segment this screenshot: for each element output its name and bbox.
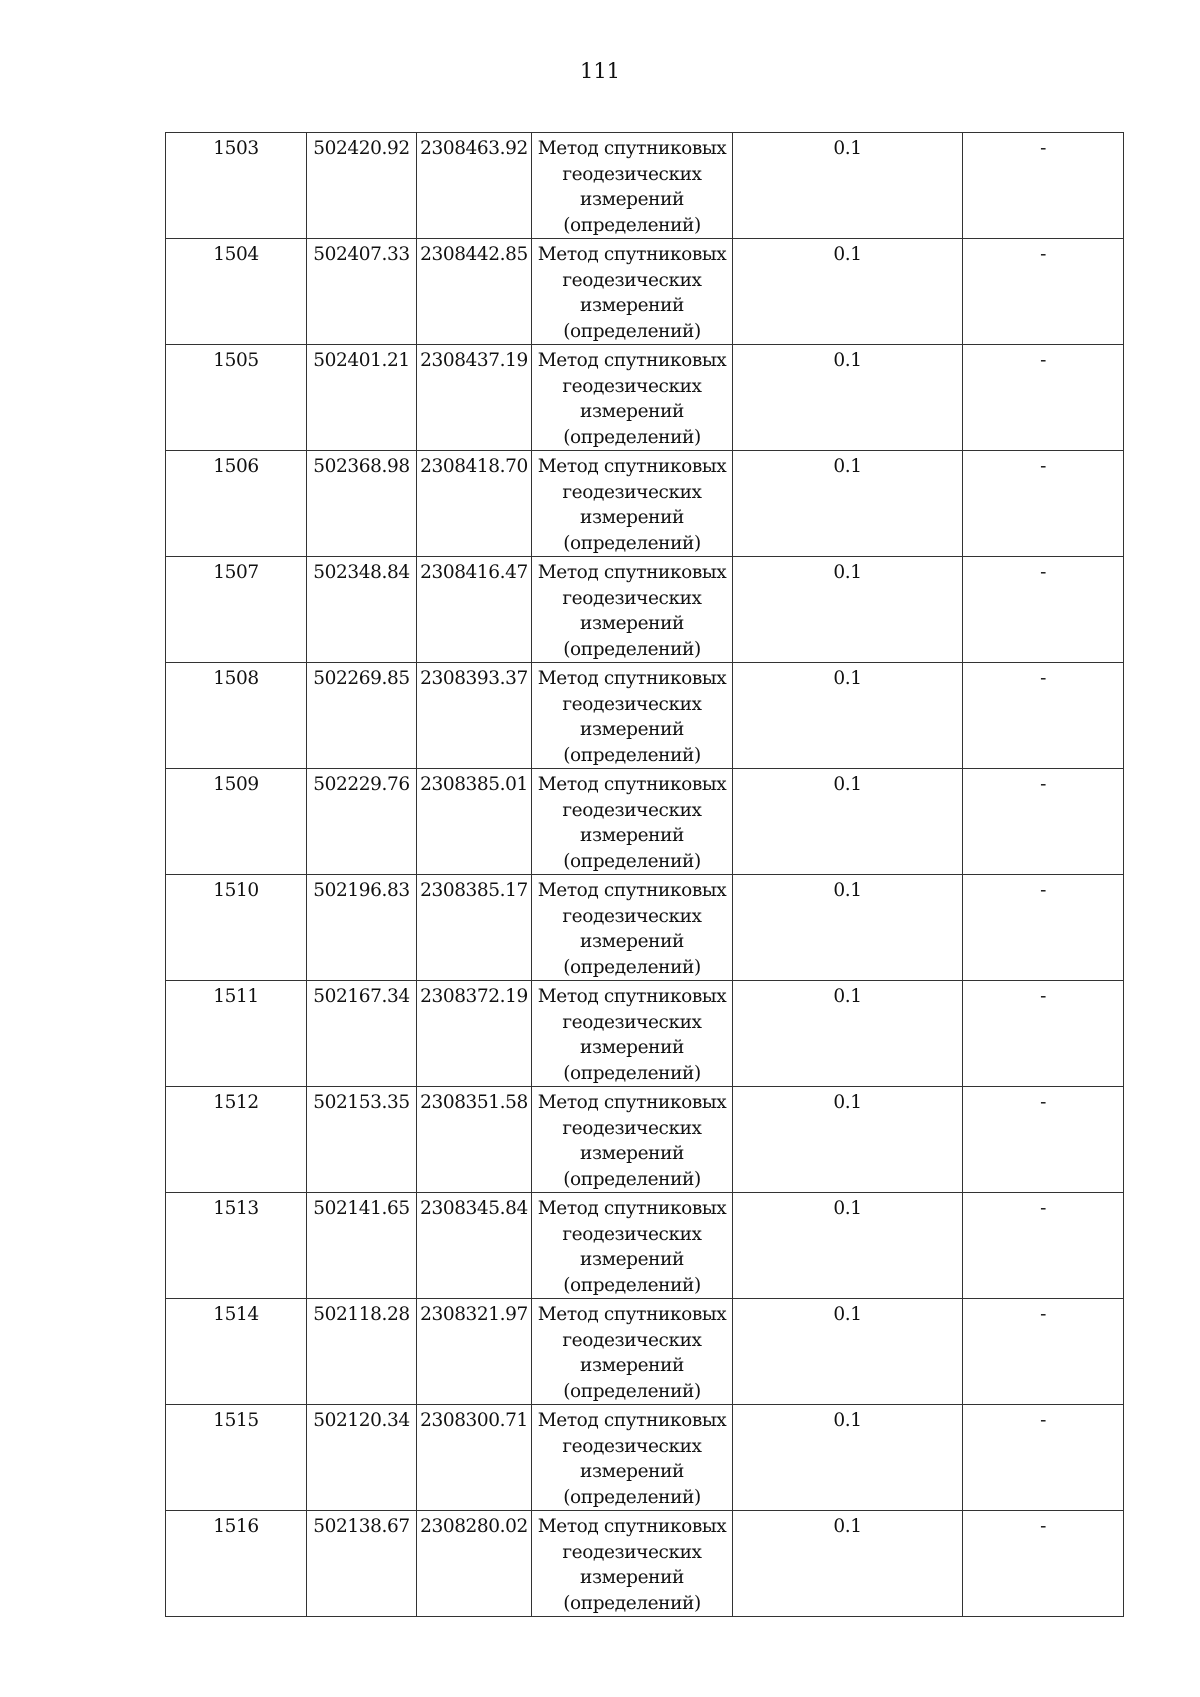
- y-coordinate-cell: 2308372.19: [417, 981, 532, 1087]
- method-line: геодезических: [562, 799, 702, 821]
- method-line: геодезических: [562, 163, 702, 185]
- method-line: (определений): [563, 956, 701, 978]
- description-cell: -: [963, 1511, 1124, 1617]
- x-coordinate-cell: 502269.85: [307, 663, 417, 769]
- description-cell: -: [963, 239, 1124, 345]
- description-cell: -: [963, 1405, 1124, 1511]
- x-coordinate-cell: 502138.67: [307, 1511, 417, 1617]
- method-line: Метод спутниковых: [537, 774, 727, 795]
- method-line: геодезических: [562, 587, 702, 609]
- point-number-cell: 1513: [166, 1193, 307, 1299]
- method-cell: [532, 1193, 733, 1299]
- x-coordinate-cell: 502407.33: [307, 239, 417, 345]
- x-coordinate-cell: 502420.92: [307, 133, 417, 239]
- method-line: (определений): [563, 850, 701, 872]
- y-coordinate-cell: 2308385.01: [417, 769, 532, 875]
- description-cell: -: [963, 1193, 1124, 1299]
- method-line: измерений: [580, 1567, 684, 1588]
- method-line: (определений): [563, 1380, 701, 1402]
- table-row: [166, 451, 1124, 557]
- description-cell: -: [963, 451, 1124, 557]
- accuracy-cell: 0.1: [733, 1087, 963, 1193]
- x-coordinate-cell: 502348.84: [307, 557, 417, 663]
- y-coordinate-cell: 2308351.58: [417, 1087, 532, 1193]
- accuracy-cell: 0.1: [733, 345, 963, 451]
- method-cell: [532, 451, 733, 557]
- method-line: Метод спутниковых: [537, 1304, 727, 1325]
- method-line: измерений: [580, 1461, 684, 1482]
- point-number-cell: 1503: [166, 133, 307, 239]
- method-cell: [532, 345, 733, 451]
- accuracy-cell: 0.1: [733, 1405, 963, 1511]
- point-number-cell: 1514: [166, 1299, 307, 1405]
- table-row: [166, 981, 1124, 1087]
- accuracy-cell: 0.1: [733, 451, 963, 557]
- description-cell: -: [963, 557, 1124, 663]
- table-row: [166, 1087, 1124, 1193]
- y-coordinate-cell: 2308280.02: [417, 1511, 532, 1617]
- method-line: Метод спутниковых: [537, 986, 727, 1007]
- y-coordinate-cell: 2308463.92: [417, 133, 532, 239]
- method-line: геодезических: [562, 1223, 702, 1245]
- method-cell: [532, 133, 733, 239]
- table-row: [166, 1299, 1124, 1405]
- method-line: измерений: [580, 1143, 684, 1164]
- point-number-cell: 1507: [166, 557, 307, 663]
- method-line: геодезических: [562, 1435, 702, 1457]
- method-line: Метод спутниковых: [537, 1516, 727, 1537]
- y-coordinate-cell: 2308393.37: [417, 663, 532, 769]
- method-cell: [532, 557, 733, 663]
- x-coordinate-cell: 502167.34: [307, 981, 417, 1087]
- method-cell: [532, 239, 733, 345]
- method-line: Метод спутниковых: [537, 1410, 727, 1431]
- method-line: Метод спутниковых: [537, 138, 727, 159]
- method-line: измерений: [580, 1037, 684, 1058]
- method-line: (определений): [563, 320, 701, 342]
- accuracy-cell: 0.1: [733, 769, 963, 875]
- table-row: [166, 1511, 1124, 1617]
- table-row: [166, 875, 1124, 981]
- x-coordinate-cell: 502153.35: [307, 1087, 417, 1193]
- method-line: (определений): [563, 1274, 701, 1296]
- description-cell: -: [963, 663, 1124, 769]
- method-line: (определений): [563, 532, 701, 554]
- y-coordinate-cell: 2308437.19: [417, 345, 532, 451]
- method-line: геодезических: [562, 375, 702, 397]
- y-coordinate-cell: 2308321.97: [417, 1299, 532, 1405]
- point-number-cell: 1511: [166, 981, 307, 1087]
- x-coordinate-cell: 502196.83: [307, 875, 417, 981]
- table-row: [166, 239, 1124, 345]
- table-row: [166, 133, 1124, 239]
- method-line: геодезических: [562, 1011, 702, 1033]
- description-cell: -: [963, 133, 1124, 239]
- method-line: измерений: [580, 719, 684, 740]
- method-cell: [532, 663, 733, 769]
- method-line: (определений): [563, 426, 701, 448]
- description-cell: -: [963, 981, 1124, 1087]
- point-number-cell: 1506: [166, 451, 307, 557]
- method-line: Метод спутниковых: [537, 668, 727, 689]
- point-number-cell: 1505: [166, 345, 307, 451]
- method-cell: [532, 1511, 733, 1617]
- method-line: (определений): [563, 638, 701, 660]
- method-line: геодезических: [562, 269, 702, 291]
- description-cell: -: [963, 769, 1124, 875]
- method-line: Метод спутниковых: [537, 244, 727, 265]
- method-line: измерений: [580, 507, 684, 528]
- point-number-cell: 1515: [166, 1405, 307, 1511]
- point-number-cell: 1509: [166, 769, 307, 875]
- method-line: (определений): [563, 744, 701, 766]
- method-line: измерений: [580, 295, 684, 316]
- accuracy-cell: 0.1: [733, 239, 963, 345]
- method-line: Метод спутниковых: [537, 350, 727, 371]
- method-cell: [532, 1405, 733, 1511]
- y-coordinate-cell: 2308385.17: [417, 875, 532, 981]
- point-number-cell: 1512: [166, 1087, 307, 1193]
- y-coordinate-cell: 2308416.47: [417, 557, 532, 663]
- method-line: измерений: [580, 931, 684, 952]
- method-line: (определений): [563, 1168, 701, 1190]
- method-line: (определений): [563, 1486, 701, 1508]
- method-line: геодезических: [562, 1541, 702, 1563]
- point-number-cell: 1508: [166, 663, 307, 769]
- page-number: 111: [579, 59, 621, 83]
- accuracy-cell: 0.1: [733, 557, 963, 663]
- y-coordinate-cell: 2308345.84: [417, 1193, 532, 1299]
- method-cell: [532, 875, 733, 981]
- point-number-cell: 1516: [166, 1511, 307, 1617]
- method-line: (определений): [563, 214, 701, 236]
- y-coordinate-cell: 2308418.70: [417, 451, 532, 557]
- x-coordinate-cell: 502368.98: [307, 451, 417, 557]
- table-row: [166, 557, 1124, 663]
- table-row: [166, 769, 1124, 875]
- description-cell: -: [963, 875, 1124, 981]
- accuracy-cell: 0.1: [733, 1511, 963, 1617]
- description-cell: -: [963, 345, 1124, 451]
- x-coordinate-cell: 502118.28: [307, 1299, 417, 1405]
- y-coordinate-cell: 2308300.71: [417, 1405, 532, 1511]
- method-line: геодезических: [562, 481, 702, 503]
- method-line: измерений: [580, 1355, 684, 1376]
- method-line: (определений): [563, 1062, 701, 1084]
- method-line: (определений): [563, 1592, 701, 1614]
- method-line: Метод спутниковых: [537, 1198, 727, 1219]
- method-line: измерений: [580, 613, 684, 634]
- method-cell: [532, 1087, 733, 1193]
- table-row: [166, 1405, 1124, 1511]
- coordinates-table-body: [166, 133, 1124, 1617]
- method-line: Метод спутниковых: [537, 562, 727, 583]
- table-row: [166, 345, 1124, 451]
- method-line: измерений: [580, 825, 684, 846]
- point-number-cell: 1510: [166, 875, 307, 981]
- method-line: измерений: [580, 1249, 684, 1270]
- x-coordinate-cell: 502401.21: [307, 345, 417, 451]
- coordinates-table: [165, 132, 1124, 1617]
- method-line: измерений: [580, 401, 684, 422]
- method-line: Метод спутниковых: [537, 456, 727, 477]
- method-line: геодезических: [562, 693, 702, 715]
- accuracy-cell: 0.1: [733, 1193, 963, 1299]
- accuracy-cell: 0.1: [733, 981, 963, 1087]
- method-line: Метод спутниковых: [537, 880, 727, 901]
- point-number-cell: 1504: [166, 239, 307, 345]
- method-line: измерений: [580, 189, 684, 210]
- accuracy-cell: 0.1: [733, 1299, 963, 1405]
- method-line: геодезических: [562, 905, 702, 927]
- table-row: [166, 663, 1124, 769]
- accuracy-cell: 0.1: [733, 133, 963, 239]
- method-line: геодезических: [562, 1117, 702, 1139]
- method-cell: [532, 981, 733, 1087]
- x-coordinate-cell: 502229.76: [307, 769, 417, 875]
- accuracy-cell: 0.1: [733, 875, 963, 981]
- method-line: геодезических: [562, 1329, 702, 1351]
- description-cell: -: [963, 1299, 1124, 1405]
- method-cell: [532, 769, 733, 875]
- y-coordinate-cell: 2308442.85: [417, 239, 532, 345]
- table-row: [166, 1193, 1124, 1299]
- x-coordinate-cell: 502141.65: [307, 1193, 417, 1299]
- x-coordinate-cell: 502120.34: [307, 1405, 417, 1511]
- accuracy-cell: 0.1: [733, 663, 963, 769]
- method-line: Метод спутниковых: [537, 1092, 727, 1113]
- description-cell: -: [963, 1087, 1124, 1193]
- method-cell: [532, 1299, 733, 1405]
